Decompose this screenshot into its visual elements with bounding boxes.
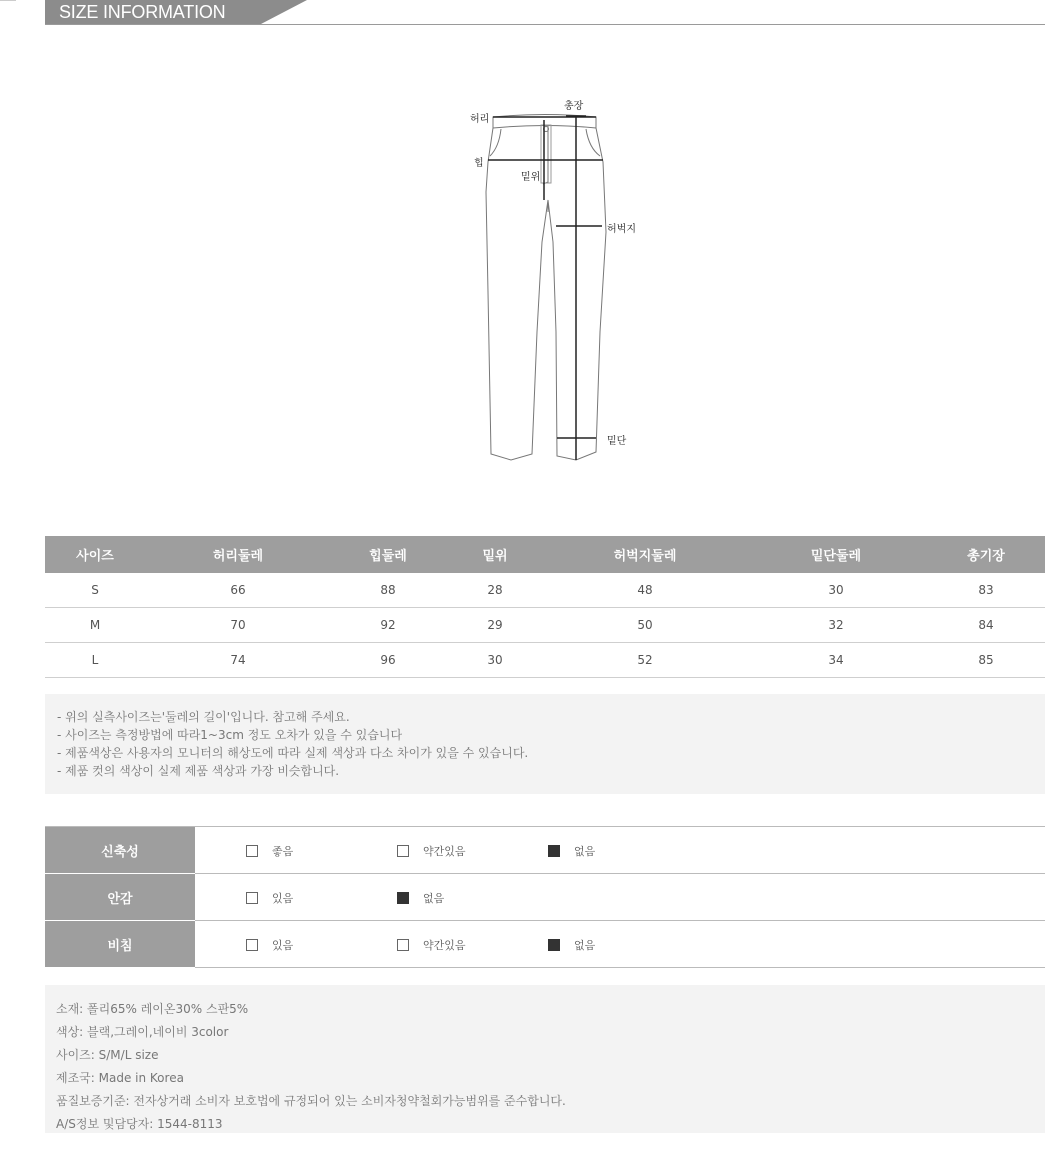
label-hem: 밑단 xyxy=(607,436,627,447)
table-row xyxy=(45,608,1045,643)
info-material: 소재: 폴리65% 레이온30% 스판5% xyxy=(56,1002,249,1016)
checkbox-icon xyxy=(397,845,409,857)
section-header xyxy=(45,0,1045,26)
size-table-header-row xyxy=(45,536,1045,573)
table-cell: 29 xyxy=(445,608,545,643)
info-warranty: 품질보증기준: 전자상거래 소비자 보호법에 규정되어 있는 소비자청약철회가능범위를 준수합니다. xyxy=(56,1094,566,1108)
col-header: 허리둘레 xyxy=(145,536,331,573)
checkbox-icon xyxy=(246,939,258,951)
checkbox-checked-icon xyxy=(397,892,409,904)
col-header: 힙둘레 xyxy=(331,536,445,573)
info-as-contact: A/S정보 및담당자: 1544-8113 xyxy=(56,1117,223,1131)
note-line: - 사이즈는 측정방법에 따라1~3cm 정도 오차가 있을 수 있습니다 xyxy=(57,728,403,742)
col-header: 사이즈 xyxy=(45,536,145,573)
checkbox-icon xyxy=(246,845,258,857)
label-rise: 밑위 xyxy=(521,172,541,183)
label-total-length: 총장 xyxy=(564,101,584,112)
table-cell: 28 xyxy=(445,573,545,608)
note-line: - 제품 컷의 색상이 실제 제품 색상과 가장 비슷합니다. xyxy=(57,764,340,778)
option-slight: 약간있음 xyxy=(397,843,466,859)
option-yes: 있음 xyxy=(246,937,293,953)
table-cell: 74 xyxy=(145,643,331,678)
feature-label: 안감 xyxy=(45,874,195,921)
table-cell: 84 xyxy=(927,608,1045,643)
feature-options xyxy=(195,827,1045,874)
table-cell: 70 xyxy=(145,608,331,643)
table-cell: 92 xyxy=(331,608,445,643)
option-good: 좋음 xyxy=(246,843,293,859)
col-header: 총기장 xyxy=(927,536,1045,573)
feature-row-lining xyxy=(45,874,1045,921)
header-rule xyxy=(45,24,1045,25)
table-cell: M xyxy=(45,608,145,643)
col-header: 허벅지둘레 xyxy=(545,536,745,573)
note-line: - 위의 실측사이즈는'둘레의 길이'입니다. 참고해 주세요. xyxy=(57,710,350,724)
table-cell: L xyxy=(45,643,145,678)
size-notes xyxy=(45,694,1045,794)
label-thigh: 허벅지 xyxy=(607,224,636,235)
feature-row-sheer xyxy=(45,921,1045,968)
option-yes: 있음 xyxy=(246,890,293,906)
feature-label: 신축성 xyxy=(45,827,195,874)
table-cell: 34 xyxy=(745,643,927,678)
table-cell: 66 xyxy=(145,573,331,608)
table-cell: 83 xyxy=(927,573,1045,608)
feature-options xyxy=(195,921,1045,968)
table-cell: 32 xyxy=(745,608,927,643)
info-size: 사이즈: S/M/L size xyxy=(56,1048,159,1062)
checkbox-icon xyxy=(397,939,409,951)
table-cell: 30 xyxy=(745,573,927,608)
feature-options xyxy=(195,874,1045,921)
table-row xyxy=(45,643,1045,678)
feature-row-stretch xyxy=(45,827,1045,874)
feature-label: 비침 xyxy=(45,921,195,968)
header-tab-slant xyxy=(261,0,307,24)
option-none: 없음 xyxy=(548,937,595,953)
table-cell: 52 xyxy=(545,643,745,678)
section-title: SIZE INFORMATION xyxy=(59,2,226,22)
info-color: 색상: 블랙,그레이,네이비 3color xyxy=(56,1025,229,1039)
option-slight: 약간있음 xyxy=(397,937,466,953)
table-cell: 50 xyxy=(545,608,745,643)
table-row xyxy=(45,573,1045,608)
product-info xyxy=(45,985,1045,1133)
checkbox-checked-icon xyxy=(548,939,560,951)
table-cell: 85 xyxy=(927,643,1045,678)
option-none: 없음 xyxy=(397,890,444,906)
option-none: 없음 xyxy=(548,843,595,859)
info-origin: 제조국: Made in Korea xyxy=(56,1071,184,1085)
table-cell: 48 xyxy=(545,573,745,608)
table-cell: S xyxy=(45,573,145,608)
col-header: 밑위 xyxy=(445,536,545,573)
feature-table xyxy=(45,826,1045,968)
table-cell: 88 xyxy=(331,573,445,608)
table-cell: 96 xyxy=(331,643,445,678)
table-cell: 30 xyxy=(445,643,545,678)
corner-tick xyxy=(0,0,16,1)
pants-diagram xyxy=(460,92,660,472)
note-line: - 제품색상은 사용자의 모니터의 해상도에 따라 실제 색상과 다소 차이가 있을 수 있습니다. xyxy=(57,746,529,760)
label-waist: 허리 xyxy=(470,114,490,125)
pants-illustration xyxy=(460,92,660,472)
size-table xyxy=(45,536,1045,678)
label-hip: 힙 xyxy=(474,158,484,169)
checkbox-icon xyxy=(246,892,258,904)
checkbox-checked-icon xyxy=(548,845,560,857)
col-header: 밑단둘레 xyxy=(745,536,927,573)
